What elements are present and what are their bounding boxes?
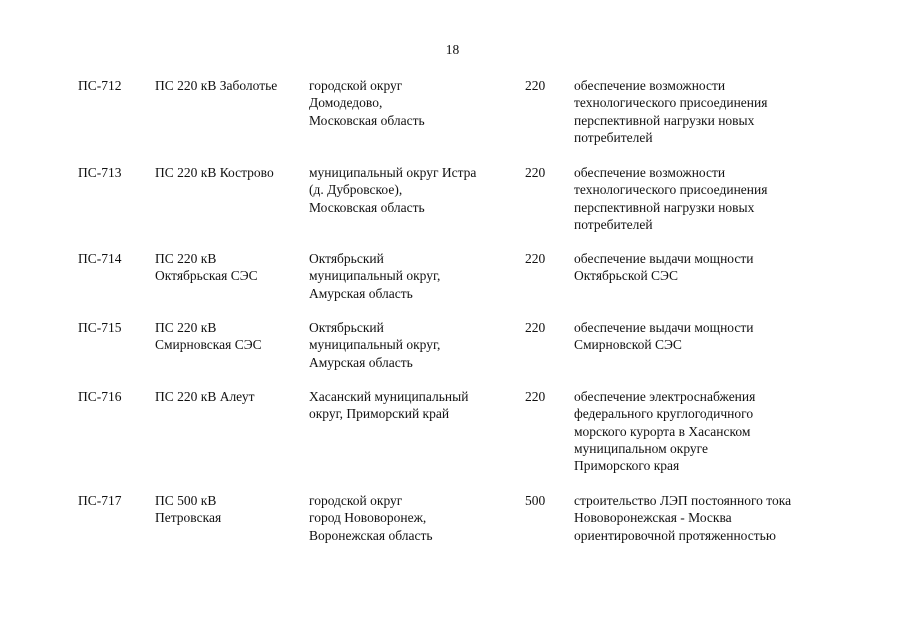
- substation-id: ПС-716: [78, 389, 122, 404]
- substation-id: ПС-712: [78, 78, 122, 93]
- purpose: обеспечение выдачи мощности Октябрьской СЭС: [574, 251, 754, 284]
- voltage-kv: 500: [525, 493, 546, 508]
- substation-id: ПС-714: [78, 251, 122, 266]
- purpose: обеспечение возможности технологического присоединения перспективной нагрузки новых потребителей: [574, 165, 768, 232]
- voltage-kv: 220: [525, 251, 546, 266]
- substation-name: ПС 220 кВ Алеут: [155, 389, 255, 404]
- purpose: строительство ЛЭП постоянного тока Нововоронежская - Москва ориентировочной протяженностью: [574, 493, 792, 543]
- substation-name: ПС 220 кВ Октябрьская СЭС: [155, 251, 258, 284]
- purpose: обеспечение электроснабжения федерального круглогодичного морского курорта в Хасанском муниципальном округе Приморского края: [574, 389, 756, 474]
- substation-name: ПС 500 кВ Петровская: [155, 493, 222, 526]
- substation-location: муниципальный округ Истра (д. Дубровское), Московская область: [309, 165, 477, 215]
- voltage-kv: 220: [525, 389, 546, 404]
- purpose: обеспечение возможности технологического присоединения перспективной нагрузки новых потребителей: [574, 78, 768, 145]
- substation-id: ПС-715: [78, 320, 122, 335]
- voltage-kv: 220: [525, 165, 546, 180]
- substation-id: ПС-717: [78, 493, 122, 508]
- purpose: обеспечение выдачи мощности Смирновской СЭС: [574, 320, 754, 353]
- page-number: 18: [445, 42, 460, 57]
- substation-location: Октябрьский муниципальный округ, Амурская область: [309, 251, 441, 301]
- substation-name: ПС 220 кВ Смирновская СЭС: [155, 320, 262, 353]
- substation-location: Хасанский муниципальный округ, Приморский край: [309, 389, 469, 422]
- substation-id: ПС-713: [78, 165, 122, 180]
- substation-location: городской округ Домодедово, Московская область: [309, 78, 425, 128]
- substation-location: городской округ город Нововоронеж, Воронежская область: [309, 493, 433, 543]
- substation-location: Октябрьский муниципальный округ, Амурская область: [309, 320, 441, 370]
- voltage-kv: 220: [525, 78, 546, 93]
- substation-name: ПС 220 кВ Заболотье: [155, 78, 278, 93]
- substation-name: ПС 220 кВ Кострово: [155, 165, 274, 180]
- voltage-kv: 220: [525, 320, 546, 335]
